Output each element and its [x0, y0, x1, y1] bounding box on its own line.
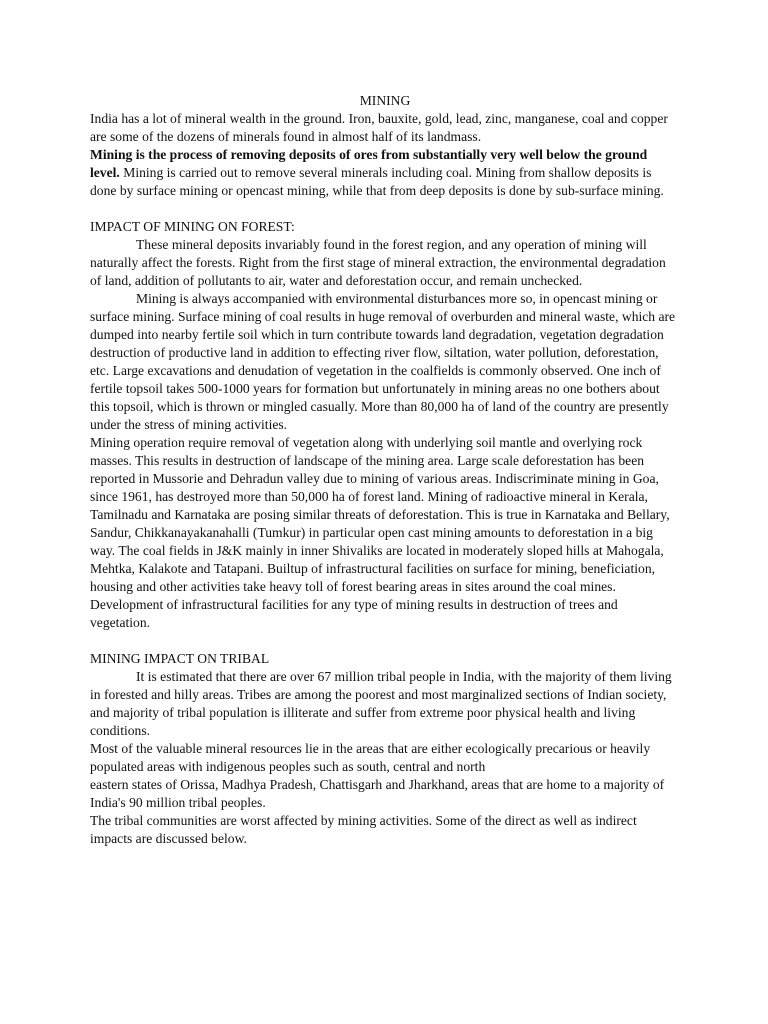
- intro-paragraph: India has a lot of mineral wealth in the ground. Iron, bauxite, gold, lead, zinc, manganese, coal and copper are some of the dozens of minerals found in almost half of its landmass.: [90, 111, 668, 144]
- tribal-section-heading: MINING IMPACT ON TRIBAL: [90, 651, 270, 666]
- tribal-paragraph-2-line-1: Most of the valuable mineral resources lie in the areas that are either ecologically precarious or heavily populated areas with indigenous peoples such as south, central and north: [90, 741, 651, 774]
- forest-section-heading: IMPACT OF MINING ON FOREST:: [90, 219, 295, 234]
- tribal-paragraph-3: The tribal communities are worst affected by mining activities. Some of the direct as well as indirect impacts are discussed below.: [90, 813, 637, 846]
- section-spacer: [90, 632, 680, 650]
- forest-paragraph-4: Development of infrastructural facilities for any type of mining results in destruction of trees and vegetation.: [90, 597, 618, 630]
- forest-paragraph-1: These mineral deposits invariably found in the forest region, and any operation of mining will naturally affect the forests. Right from the first stage of mineral extraction, the environmental degradation of land, addition of pollutants to air, water and deforestation occur, and remain unchecked.: [90, 237, 666, 288]
- forest-paragraph-3: Mining operation require removal of vegetation along with underlying soil mantle and overlying rock masses. This results in destruction of landscape of the mining area. Large scale deforestation has been reported in Mussorie and Dehradun valley due to mining of various areas. Indiscriminate mining in Goa, since 1961, has destroyed more than 50,000 ha of forest land. Mining of radioactive mineral in Kerala, Tamilnadu and Karnataka are posing similar threats of deforestation. This is true in Karnataka and Bellary, Sandur, Chikkanayakanahalli (Tumkur) in particular open cast mining amounts to deforestation in a big way. The coal fields in J&K mainly in inner Shivaliks are located in moderately sloped hills at Mahogala, Mehtka, Kalakote and Tatapani. Builtup of infrastructural facilities on surface for mining, beneficiation, housing and other activities take heavy toll of forest bearing areas in sites around the coal mines.: [90, 435, 670, 594]
- tribal-paragraph-2-line-2: eastern states of Orissa, Madhya Pradesh, Chattisgarh and Jharkhand, areas that are home to a majority of India's 90 million tribal peoples.: [90, 777, 665, 810]
- document-title: MINING: [359, 93, 411, 108]
- mining-definition-rest: Mining is carried out to remove several minerals including coal. Mining from shallow deposits is done by surface mining or opencast mining, while that from deep deposits is done by sub-surface mining.: [90, 165, 664, 198]
- mining-definition-bold: Mining is the process of removing deposits of ores from substantially very well below the ground level.: [90, 147, 648, 180]
- tribal-paragraph-1: It is estimated that there are over 67 million tribal people in India, with the majority of them living in forested and hilly areas. Tribes are among the poorest and most marginalized sections of Indian society, and majority of tribal population is illiterate and suffer from extreme poor physical health and living conditions.: [90, 669, 672, 738]
- document-page: [90, 92, 680, 848]
- forest-paragraph-2: Mining is always accompanied with environmental disturbances more so, in opencast mining or surface mining. Surface mining of coal results in huge removal of overburden and mineral waste, which are dumped into nearby fertile soil which in turn contribute towards land degradation, vegetation degradation destruction of productive land in addition to effecting river flow, siltation, water pollution, deforestation, etc. Large excavations and denudation of vegetation in the coalfields is commonly observed. One inch of fertile topsoil takes 500-1000 years for formation but unfortunately in mining areas no one bothers about this topsoil, which is thrown or mingled casually. More than 80,000 ha of land of the country are presently under the stress of mining activities.: [90, 291, 676, 432]
- section-spacer: [90, 200, 680, 218]
- mining-definition-paragraph: [90, 146, 680, 200]
